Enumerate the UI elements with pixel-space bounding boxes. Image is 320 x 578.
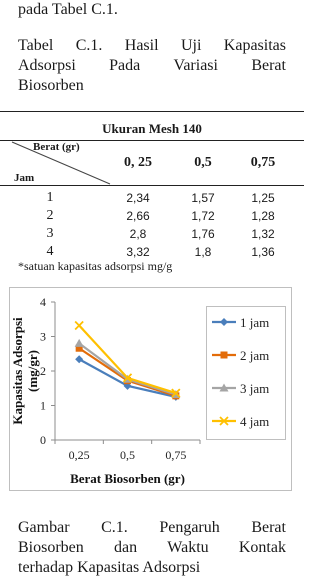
- y-tick-label: 1: [40, 398, 46, 413]
- chart-legend: [206, 306, 286, 440]
- caption-word: Gambar: [18, 519, 70, 536]
- caption-word: Kapasitas: [223, 37, 286, 54]
- row-label: 3: [46, 226, 54, 241]
- caption-word: C.1.: [101, 519, 128, 536]
- caption-word: terhadap Kapasitas Adsorpsi: [18, 559, 201, 576]
- column-header: 0, 25: [124, 155, 152, 170]
- x-tick-label: 0,5: [120, 448, 135, 462]
- table-cell: 1,36: [251, 245, 275, 259]
- y-tick-label: 2: [40, 364, 46, 378]
- figure-caption-line-1: [18, 518, 286, 538]
- table-cell: 1,28: [251, 209, 275, 223]
- table-cell: 1,72: [191, 209, 215, 223]
- caption-word: dan: [113, 539, 138, 556]
- table-corner-top-label: Berat (gr): [33, 141, 80, 153]
- caption-word: Waktu: [167, 539, 209, 556]
- legend-label: 1 jam: [240, 315, 270, 330]
- caption-word: Pengaruh: [159, 519, 220, 536]
- figure-caption-line-3: [18, 558, 286, 578]
- caption-word: Biosorben: [18, 539, 84, 556]
- table-group-header: Ukuran Mesh 140: [102, 121, 202, 136]
- table-cell: 1,76: [191, 227, 215, 241]
- figure-caption-line-2: [18, 538, 286, 558]
- caption-word: Kontak: [238, 539, 286, 556]
- y-tick-label: 0: [40, 433, 46, 447]
- legend-label: 2 jam: [240, 348, 270, 363]
- table-cell: 1,32: [251, 227, 275, 241]
- caption-word: Uji: [180, 37, 202, 54]
- caption-word: Biosorben: [18, 77, 84, 94]
- caption-word: Pada: [109, 57, 141, 74]
- caption-word: Berat: [251, 57, 286, 74]
- caption-word: Hasil: [124, 37, 159, 54]
- data-point: [75, 355, 83, 363]
- caption-word: Variasi: [173, 57, 218, 74]
- x-tick-label: 0,25: [68, 448, 90, 462]
- column-header: 0,75: [250, 155, 276, 170]
- y-axis-title: (mg/gr): [25, 350, 40, 392]
- table-cell: 1,25: [251, 191, 275, 205]
- paragraph-fragment: pada Tabel C.1.: [18, 1, 118, 18]
- caption-word: Adsorpsi: [18, 57, 76, 74]
- y-tick-label: 3: [40, 329, 46, 344]
- caption-word: C.1.: [75, 37, 103, 54]
- y-tick-label: 4: [40, 295, 46, 309]
- caption-word: Berat: [251, 519, 286, 536]
- table-cell: 1,57: [191, 191, 215, 205]
- data-point: [75, 321, 83, 329]
- data-point: [75, 339, 84, 347]
- table-cell: 2,34: [126, 191, 150, 205]
- table-corner-bottom-label: Jam: [14, 172, 35, 184]
- table-cell: 2,66: [126, 209, 150, 223]
- table-cell: 1,8: [194, 245, 212, 259]
- x-tick-label: 0,75: [165, 448, 187, 462]
- table-note: *satuan kapasitas adsorpsi mg/g: [18, 259, 173, 273]
- row-label: 4: [46, 244, 54, 259]
- y-axis-title: Kapasitas Adsorpsi: [10, 317, 25, 425]
- caption-word: Tabel: [18, 37, 54, 54]
- table-cell: 2,8: [129, 227, 147, 241]
- row-label: 2: [46, 208, 54, 223]
- table-cell: 3,32: [126, 245, 150, 259]
- x-axis-title: Berat Biosorben (gr): [70, 471, 185, 486]
- row-label: 1: [46, 190, 54, 205]
- legend-label: 4 jam: [240, 414, 270, 429]
- column-header: 0,5: [194, 155, 212, 170]
- legend-label: 3 jam: [240, 381, 270, 396]
